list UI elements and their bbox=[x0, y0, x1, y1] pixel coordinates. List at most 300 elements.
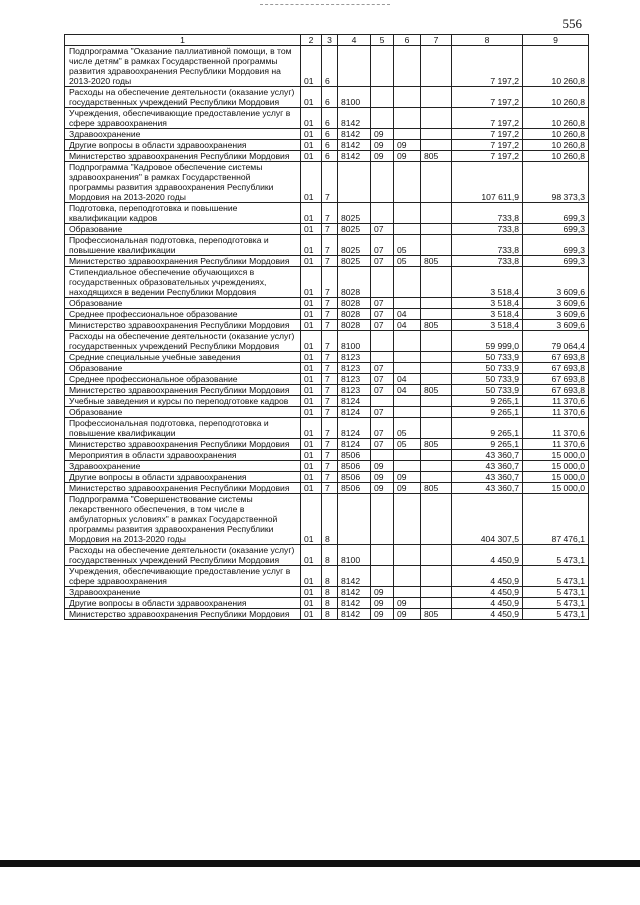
code-column-7 bbox=[421, 545, 452, 566]
amount-column-8: 7 197,2 bbox=[452, 108, 523, 129]
amount-column-9: 10 260,8 bbox=[523, 87, 589, 108]
code-column-5: 07 bbox=[371, 418, 394, 439]
code-column-2: 01 bbox=[301, 320, 322, 331]
amount-column-9: 15 000,0 bbox=[523, 472, 589, 483]
code-column-2: 01 bbox=[301, 587, 322, 598]
code-column-2: 01 bbox=[301, 494, 322, 545]
row-description: Расходы на обеспечение деятельности (оказание услуг) государственных учреждений Республики Мордовия bbox=[65, 87, 301, 108]
amount-column-9: 5 473,1 bbox=[523, 587, 589, 598]
budget-table bbox=[64, 34, 589, 620]
code-column-2: 01 bbox=[301, 331, 322, 352]
code-column-5: 09 bbox=[371, 472, 394, 483]
amount-column-9: 15 000,0 bbox=[523, 461, 589, 472]
amount-column-9: 3 609,6 bbox=[523, 320, 589, 331]
code-column-7 bbox=[421, 418, 452, 439]
row-description: Среднее профессиональное образование bbox=[65, 374, 301, 385]
code-column-7: 805 bbox=[421, 609, 452, 620]
row-description: Среднее профессиональное образование bbox=[65, 309, 301, 320]
amount-column-9: 79 064,4 bbox=[523, 331, 589, 352]
column-header: 1 bbox=[65, 35, 301, 46]
table-row bbox=[65, 472, 589, 483]
code-column-6 bbox=[394, 363, 421, 374]
table-row bbox=[65, 545, 589, 566]
code-column-3: 8 bbox=[322, 598, 338, 609]
row-description: Здравоохранение bbox=[65, 587, 301, 598]
table-row bbox=[65, 363, 589, 374]
table-row bbox=[65, 224, 589, 235]
row-description: Министерство здравоохранения Республики Мордовия bbox=[65, 609, 301, 620]
row-description: Учреждения, обеспечивающие предоставление услуг в сфере здравоохранения bbox=[65, 108, 301, 129]
code-column-3: 8 bbox=[322, 609, 338, 620]
amount-column-9: 699,3 bbox=[523, 224, 589, 235]
code-column-7 bbox=[421, 140, 452, 151]
code-column-7 bbox=[421, 472, 452, 483]
code-column-6 bbox=[394, 352, 421, 363]
column-header: 2 bbox=[301, 35, 322, 46]
code-column-5: 09 bbox=[371, 483, 394, 494]
code-column-5: 09 bbox=[371, 140, 394, 151]
code-column-4 bbox=[338, 494, 371, 545]
amount-column-9: 15 000,0 bbox=[523, 450, 589, 461]
amount-column-8: 733,8 bbox=[452, 235, 523, 256]
amount-column-8: 7 197,2 bbox=[452, 46, 523, 87]
amount-column-8: 50 733,9 bbox=[452, 374, 523, 385]
code-column-7 bbox=[421, 494, 452, 545]
amount-column-9: 5 473,1 bbox=[523, 598, 589, 609]
table-row bbox=[65, 450, 589, 461]
code-column-4: 8123 bbox=[338, 385, 371, 396]
code-column-7 bbox=[421, 129, 452, 140]
code-column-7 bbox=[421, 587, 452, 598]
code-column-3: 7 bbox=[322, 385, 338, 396]
column-header: 8 bbox=[452, 35, 523, 46]
amount-column-9: 11 370,6 bbox=[523, 396, 589, 407]
table-row bbox=[65, 407, 589, 418]
code-column-7 bbox=[421, 309, 452, 320]
amount-column-9: 67 693,8 bbox=[523, 374, 589, 385]
amount-column-8: 4 450,9 bbox=[452, 609, 523, 620]
amount-column-9: 5 473,1 bbox=[523, 609, 589, 620]
code-column-6: 09 bbox=[394, 483, 421, 494]
code-column-7 bbox=[421, 46, 452, 87]
code-column-7 bbox=[421, 298, 452, 309]
code-column-7 bbox=[421, 224, 452, 235]
amount-column-8: 3 518,4 bbox=[452, 309, 523, 320]
amount-column-9: 11 370,6 bbox=[523, 407, 589, 418]
code-column-6 bbox=[394, 396, 421, 407]
code-column-3: 7 bbox=[322, 407, 338, 418]
code-column-3: 6 bbox=[322, 46, 338, 87]
code-column-2: 01 bbox=[301, 203, 322, 224]
code-column-4: 8124 bbox=[338, 418, 371, 439]
amount-column-8: 733,8 bbox=[452, 256, 523, 267]
code-column-3: 8 bbox=[322, 545, 338, 566]
code-column-2: 01 bbox=[301, 46, 322, 87]
amount-column-9: 10 260,8 bbox=[523, 108, 589, 129]
code-column-3: 6 bbox=[322, 108, 338, 129]
code-column-4: 8124 bbox=[338, 396, 371, 407]
row-description: Другие вопросы в области здравоохранения bbox=[65, 598, 301, 609]
table-row bbox=[65, 87, 589, 108]
code-column-4: 8142 bbox=[338, 587, 371, 598]
table-row bbox=[65, 235, 589, 256]
code-column-2: 01 bbox=[301, 598, 322, 609]
scan-top-marks bbox=[260, 4, 390, 8]
amount-column-9: 11 370,6 bbox=[523, 418, 589, 439]
code-column-7 bbox=[421, 203, 452, 224]
code-column-6 bbox=[394, 162, 421, 203]
row-description: Министерство здравоохранения Республики Мордовия bbox=[65, 385, 301, 396]
amount-column-8: 59 999,0 bbox=[452, 331, 523, 352]
amount-column-9: 98 373,3 bbox=[523, 162, 589, 203]
code-column-6 bbox=[394, 203, 421, 224]
row-description: Министерство здравоохранения Республики Мордовия bbox=[65, 320, 301, 331]
code-column-5 bbox=[371, 494, 394, 545]
table-row bbox=[65, 256, 589, 267]
row-description: Министерство здравоохранения Республики Мордовия bbox=[65, 151, 301, 162]
table-row bbox=[65, 203, 589, 224]
code-column-4: 8506 bbox=[338, 461, 371, 472]
row-description: Учреждения, обеспечивающие предоставление услуг в сфере здравоохранения bbox=[65, 566, 301, 587]
code-column-5 bbox=[371, 352, 394, 363]
code-column-2: 01 bbox=[301, 374, 322, 385]
code-column-4: 8124 bbox=[338, 439, 371, 450]
code-column-3: 7 bbox=[322, 331, 338, 352]
code-column-2: 01 bbox=[301, 87, 322, 108]
code-column-5: 07 bbox=[371, 385, 394, 396]
code-column-2: 01 bbox=[301, 256, 322, 267]
code-column-7: 805 bbox=[421, 439, 452, 450]
table-row bbox=[65, 374, 589, 385]
code-column-6: 09 bbox=[394, 598, 421, 609]
amount-column-8: 50 733,9 bbox=[452, 363, 523, 374]
code-column-6 bbox=[394, 461, 421, 472]
row-description: Министерство здравоохранения Республики Мордовия bbox=[65, 256, 301, 267]
code-column-6 bbox=[394, 407, 421, 418]
code-column-4: 8142 bbox=[338, 598, 371, 609]
code-column-2: 01 bbox=[301, 235, 322, 256]
column-header: 3 bbox=[322, 35, 338, 46]
code-column-3: 8 bbox=[322, 494, 338, 545]
amount-column-8: 733,8 bbox=[452, 224, 523, 235]
row-description: Средние специальные учебные заведения bbox=[65, 352, 301, 363]
table-row bbox=[65, 483, 589, 494]
code-column-6: 05 bbox=[394, 235, 421, 256]
code-column-7 bbox=[421, 352, 452, 363]
code-column-2: 01 bbox=[301, 450, 322, 461]
code-column-5: 09 bbox=[371, 129, 394, 140]
code-column-5: 07 bbox=[371, 235, 394, 256]
code-column-7 bbox=[421, 396, 452, 407]
amount-column-9: 67 693,8 bbox=[523, 385, 589, 396]
code-column-5: 07 bbox=[371, 224, 394, 235]
code-column-5 bbox=[371, 46, 394, 87]
code-column-5: 07 bbox=[371, 439, 394, 450]
table-row bbox=[65, 461, 589, 472]
row-description: Подготовка, переподготовка и повышение квалификации кадров bbox=[65, 203, 301, 224]
amount-column-9: 10 260,8 bbox=[523, 129, 589, 140]
code-column-4: 8028 bbox=[338, 298, 371, 309]
code-column-7 bbox=[421, 235, 452, 256]
code-column-5 bbox=[371, 331, 394, 352]
amount-column-8: 4 450,9 bbox=[452, 587, 523, 598]
code-column-3: 7 bbox=[322, 418, 338, 439]
row-description: Подпрограмма "Оказание паллиативной помощи, в том числе детям" в рамках Государственной программы развития здравоохранения Республики Мордовия на 2013-2020 годы bbox=[65, 46, 301, 87]
code-column-3: 7 bbox=[322, 461, 338, 472]
code-column-3: 6 bbox=[322, 151, 338, 162]
code-column-5 bbox=[371, 450, 394, 461]
column-header: 7 bbox=[421, 35, 452, 46]
code-column-5 bbox=[371, 566, 394, 587]
code-column-5: 07 bbox=[371, 320, 394, 331]
code-column-2: 01 bbox=[301, 298, 322, 309]
row-description: Расходы на обеспечение деятельности (оказание услуг) государственных учреждений Республики Мордовия bbox=[65, 545, 301, 566]
code-column-6 bbox=[394, 450, 421, 461]
code-column-4: 8025 bbox=[338, 224, 371, 235]
code-column-5: 07 bbox=[371, 256, 394, 267]
amount-column-9: 699,3 bbox=[523, 203, 589, 224]
code-column-5: 09 bbox=[371, 587, 394, 598]
code-column-6 bbox=[394, 267, 421, 298]
row-description: Учебные заведения и курсы по переподготовке кадров bbox=[65, 396, 301, 407]
amount-column-8: 9 265,1 bbox=[452, 418, 523, 439]
code-column-6: 09 bbox=[394, 472, 421, 483]
code-column-2: 01 bbox=[301, 162, 322, 203]
code-column-6: 05 bbox=[394, 439, 421, 450]
code-column-5: 09 bbox=[371, 151, 394, 162]
row-description: Образование bbox=[65, 298, 301, 309]
row-description: Профессиональная подготовка, переподготовка и повышение квалификации bbox=[65, 418, 301, 439]
code-column-5 bbox=[371, 545, 394, 566]
code-column-7: 805 bbox=[421, 151, 452, 162]
row-description: Министерство здравоохранения Республики Мордовия bbox=[65, 483, 301, 494]
table-row bbox=[65, 385, 589, 396]
code-column-6 bbox=[394, 587, 421, 598]
scan-bottom-bar bbox=[0, 860, 640, 867]
code-column-5: 07 bbox=[371, 298, 394, 309]
code-column-2: 01 bbox=[301, 385, 322, 396]
table-row bbox=[65, 129, 589, 140]
amount-column-8: 7 197,2 bbox=[452, 87, 523, 108]
row-description: Образование bbox=[65, 407, 301, 418]
page-number: 556 bbox=[562, 16, 582, 31]
code-column-6 bbox=[394, 331, 421, 352]
code-column-5 bbox=[371, 396, 394, 407]
table-header-row bbox=[65, 35, 589, 46]
table-row bbox=[65, 140, 589, 151]
code-column-2: 01 bbox=[301, 439, 322, 450]
column-header: 5 bbox=[371, 35, 394, 46]
code-column-3: 7 bbox=[322, 396, 338, 407]
table-row bbox=[65, 162, 589, 203]
code-column-7 bbox=[421, 374, 452, 385]
code-column-6 bbox=[394, 298, 421, 309]
row-description: Профессиональная подготовка, переподготовка и повышение квалификации bbox=[65, 235, 301, 256]
code-column-4: 8025 bbox=[338, 203, 371, 224]
code-column-2: 01 bbox=[301, 309, 322, 320]
code-column-2: 01 bbox=[301, 418, 322, 439]
table-row bbox=[65, 609, 589, 620]
code-column-5 bbox=[371, 267, 394, 298]
code-column-6: 04 bbox=[394, 374, 421, 385]
amount-column-9: 10 260,8 bbox=[523, 46, 589, 87]
code-column-5: 09 bbox=[371, 598, 394, 609]
code-column-2: 01 bbox=[301, 151, 322, 162]
table-row bbox=[65, 151, 589, 162]
amount-column-9: 5 473,1 bbox=[523, 566, 589, 587]
row-description: Здравоохранение bbox=[65, 461, 301, 472]
code-column-4: 8100 bbox=[338, 331, 371, 352]
code-column-5: 09 bbox=[371, 609, 394, 620]
code-column-3: 7 bbox=[322, 298, 338, 309]
row-description: Министерство здравоохранения Республики Мордовия bbox=[65, 439, 301, 450]
code-column-3: 7 bbox=[322, 267, 338, 298]
amount-column-8: 4 450,9 bbox=[452, 566, 523, 587]
code-column-2: 01 bbox=[301, 267, 322, 298]
code-column-6 bbox=[394, 129, 421, 140]
code-column-2: 01 bbox=[301, 129, 322, 140]
table-row bbox=[65, 267, 589, 298]
amount-column-8: 43 360,7 bbox=[452, 483, 523, 494]
code-column-6: 05 bbox=[394, 418, 421, 439]
table-row bbox=[65, 396, 589, 407]
code-column-5 bbox=[371, 87, 394, 108]
code-column-4: 8123 bbox=[338, 352, 371, 363]
code-column-2: 01 bbox=[301, 224, 322, 235]
table-row bbox=[65, 320, 589, 331]
code-column-7 bbox=[421, 162, 452, 203]
table-row bbox=[65, 46, 589, 87]
code-column-6 bbox=[394, 224, 421, 235]
code-column-5: 07 bbox=[371, 309, 394, 320]
amount-column-8: 7 197,2 bbox=[452, 151, 523, 162]
code-column-6 bbox=[394, 566, 421, 587]
code-column-7 bbox=[421, 363, 452, 374]
table-row bbox=[65, 598, 589, 609]
row-description: Другие вопросы в области здравоохранения bbox=[65, 472, 301, 483]
row-description: Расходы на обеспечение деятельности (оказание услуг) государственных учреждений Республики Мордовия bbox=[65, 331, 301, 352]
code-column-4: 8142 bbox=[338, 566, 371, 587]
code-column-4: 8028 bbox=[338, 320, 371, 331]
code-column-2: 01 bbox=[301, 396, 322, 407]
code-column-3: 7 bbox=[322, 450, 338, 461]
code-column-6 bbox=[394, 46, 421, 87]
code-column-5 bbox=[371, 108, 394, 129]
amount-column-8: 7 197,2 bbox=[452, 129, 523, 140]
amount-column-8: 107 611,9 bbox=[452, 162, 523, 203]
column-header: 6 bbox=[394, 35, 421, 46]
code-column-4: 8142 bbox=[338, 129, 371, 140]
code-column-4: 8142 bbox=[338, 609, 371, 620]
code-column-7 bbox=[421, 407, 452, 418]
table-row bbox=[65, 566, 589, 587]
code-column-4: 8142 bbox=[338, 108, 371, 129]
code-column-2: 01 bbox=[301, 363, 322, 374]
amount-column-9: 3 609,6 bbox=[523, 309, 589, 320]
amount-column-8: 50 733,9 bbox=[452, 385, 523, 396]
amount-column-8: 9 265,1 bbox=[452, 407, 523, 418]
amount-column-9: 10 260,8 bbox=[523, 151, 589, 162]
code-column-7: 805 bbox=[421, 483, 452, 494]
code-column-4: 8028 bbox=[338, 267, 371, 298]
code-column-4: 8506 bbox=[338, 483, 371, 494]
code-column-2: 01 bbox=[301, 566, 322, 587]
code-column-3: 7 bbox=[322, 472, 338, 483]
row-description: Стипендиальное обеспечение обучающихся в государственных образовательных учреждениях, находящихся в ведении Республики Мордовия bbox=[65, 267, 301, 298]
code-column-4: 8124 bbox=[338, 407, 371, 418]
amount-column-8: 3 518,4 bbox=[452, 320, 523, 331]
code-column-5: 07 bbox=[371, 374, 394, 385]
amount-column-9: 5 473,1 bbox=[523, 545, 589, 566]
amount-column-8: 733,8 bbox=[452, 203, 523, 224]
code-column-4: 8123 bbox=[338, 374, 371, 385]
code-column-7: 805 bbox=[421, 256, 452, 267]
amount-column-9: 10 260,8 bbox=[523, 140, 589, 151]
code-column-3: 6 bbox=[322, 140, 338, 151]
code-column-6: 09 bbox=[394, 140, 421, 151]
amount-column-9: 699,3 bbox=[523, 256, 589, 267]
code-column-7 bbox=[421, 461, 452, 472]
amount-column-8: 9 265,1 bbox=[452, 439, 523, 450]
code-column-4 bbox=[338, 46, 371, 87]
code-column-4: 8506 bbox=[338, 472, 371, 483]
column-header: 4 bbox=[338, 35, 371, 46]
code-column-6 bbox=[394, 494, 421, 545]
code-column-4: 8025 bbox=[338, 256, 371, 267]
code-column-4: 8100 bbox=[338, 545, 371, 566]
code-column-6 bbox=[394, 87, 421, 108]
code-column-3: 7 bbox=[322, 374, 338, 385]
table-row bbox=[65, 352, 589, 363]
row-description: Образование bbox=[65, 224, 301, 235]
amount-column-8: 43 360,7 bbox=[452, 472, 523, 483]
code-column-3: 6 bbox=[322, 129, 338, 140]
code-column-7: 805 bbox=[421, 385, 452, 396]
code-column-2: 01 bbox=[301, 140, 322, 151]
code-column-7: 805 bbox=[421, 320, 452, 331]
code-column-2: 01 bbox=[301, 483, 322, 494]
code-column-7 bbox=[421, 267, 452, 298]
table-row bbox=[65, 309, 589, 320]
code-column-6 bbox=[394, 108, 421, 129]
code-column-5: 07 bbox=[371, 363, 394, 374]
code-column-7 bbox=[421, 87, 452, 108]
table-body bbox=[65, 46, 589, 620]
code-column-7 bbox=[421, 108, 452, 129]
code-column-6: 09 bbox=[394, 609, 421, 620]
code-column-3: 8 bbox=[322, 587, 338, 598]
code-column-2: 01 bbox=[301, 545, 322, 566]
row-description: Образование bbox=[65, 363, 301, 374]
code-column-3: 7 bbox=[322, 363, 338, 374]
amount-column-9: 15 000,0 bbox=[523, 483, 589, 494]
code-column-4: 8506 bbox=[338, 450, 371, 461]
amount-column-9: 87 476,1 bbox=[523, 494, 589, 545]
column-header: 9 bbox=[523, 35, 589, 46]
amount-column-8: 9 265,1 bbox=[452, 396, 523, 407]
code-column-3: 7 bbox=[322, 320, 338, 331]
row-description: Другие вопросы в области здравоохранения bbox=[65, 140, 301, 151]
amount-column-8: 43 360,7 bbox=[452, 461, 523, 472]
code-column-5 bbox=[371, 203, 394, 224]
table-row bbox=[65, 418, 589, 439]
table-row bbox=[65, 439, 589, 450]
code-column-2: 01 bbox=[301, 108, 322, 129]
code-column-2: 01 bbox=[301, 472, 322, 483]
code-column-3: 7 bbox=[322, 203, 338, 224]
code-column-3: 7 bbox=[322, 162, 338, 203]
code-column-4: 8142 bbox=[338, 140, 371, 151]
